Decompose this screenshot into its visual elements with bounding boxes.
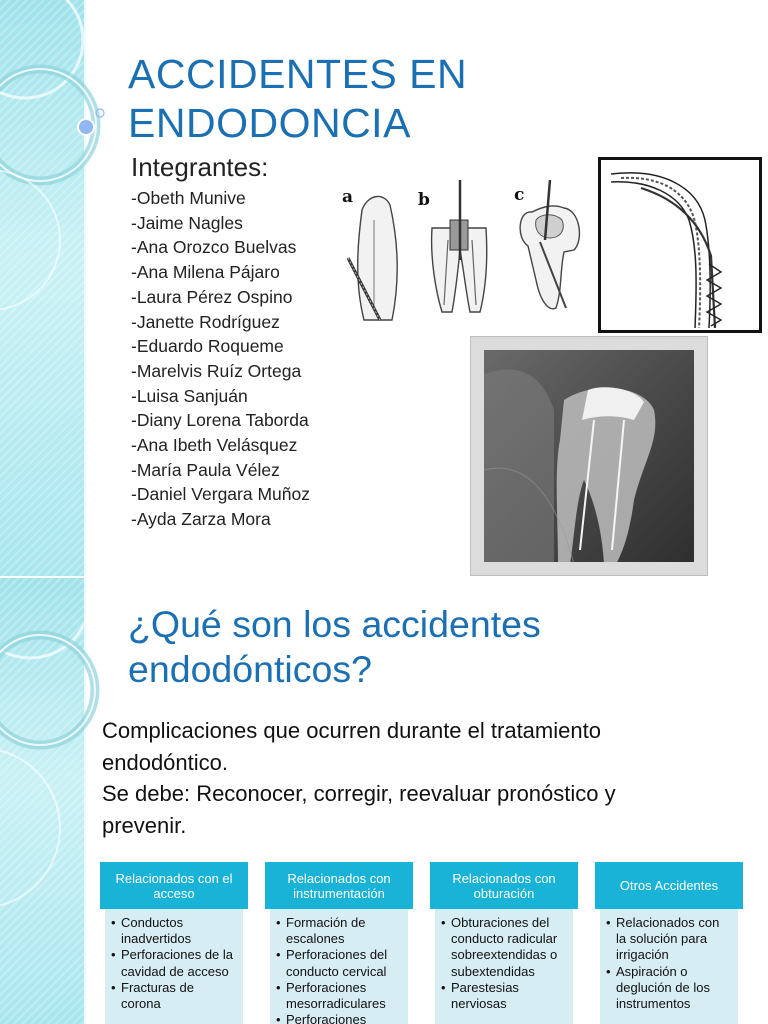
decorative-side-strip xyxy=(0,578,84,1024)
decorative-side-strip xyxy=(0,0,84,576)
category-item: • Perforaciones mesorradiculares xyxy=(276,980,402,1012)
slide-title-line-2: ENDODONCIA xyxy=(128,100,411,146)
member-item: -Janette Rodríguez xyxy=(131,311,280,332)
body-line: Se debe: Reconocer, corregir, reevaluar pronóstico y xyxy=(102,781,616,806)
category-content xyxy=(435,909,573,1024)
dental-radiograph-image xyxy=(470,336,708,576)
members-heading: Integrantes: xyxy=(131,152,269,182)
slide-title-line-2: endodónticos? xyxy=(128,648,372,690)
accident-categories xyxy=(100,862,745,1024)
member-item: -Ana Milena Pájaro xyxy=(131,262,280,283)
curved-file-illustration xyxy=(598,157,762,333)
category-content xyxy=(600,909,738,1024)
category-item: • Conductos inadvertidos xyxy=(111,915,237,947)
category-header: Otros Accidentes xyxy=(595,862,743,909)
member-item: -Marelvis Ruíz Ortega xyxy=(131,360,302,381)
category-header: Relacionados con instrumentación xyxy=(265,862,413,909)
body-line: Complicaciones que ocurren durante el tratamiento xyxy=(102,718,601,743)
member-item: -Jaime Nagles xyxy=(131,212,243,233)
category-item: • Parestesias nerviosas xyxy=(441,980,567,1012)
category-item: • Relacionados con la solución para irrigación xyxy=(606,915,732,964)
category-item: • Fracturas de corona xyxy=(111,980,237,1012)
category-item: • Perforaciones del conducto cervical xyxy=(276,947,402,979)
slide-title xyxy=(128,602,748,692)
slide-title xyxy=(128,50,548,148)
category-card-instrumentation xyxy=(265,862,413,1024)
slide-title-line-1: ¿Qué son los accidentes xyxy=(128,603,541,645)
member-item: -María Paula Vélez xyxy=(131,459,280,480)
member-item: -Eduardo Roqueme xyxy=(131,336,284,357)
category-card-other xyxy=(595,862,743,1024)
member-item: -Ana Orozco Buelvas xyxy=(131,237,297,258)
member-item: -Luisa Sanjuán xyxy=(131,385,248,406)
slide-2 xyxy=(0,578,768,1024)
members-list xyxy=(131,186,310,532)
category-item: • Perforaciones xyxy=(276,1012,402,1024)
category-header: Relacionados con obturación xyxy=(430,862,578,909)
category-card-obturation xyxy=(430,862,578,1024)
category-item: • Aspiración o deglución de los instrumentos xyxy=(606,964,732,1013)
member-item: -Daniel Vergara Muñoz xyxy=(131,484,310,505)
body-line: endodóntico. xyxy=(102,749,228,775)
figure-label-c: c xyxy=(514,185,525,205)
category-item: • Formación de escalones xyxy=(276,915,402,947)
tooth-illustration-abc xyxy=(340,180,600,330)
category-card-access xyxy=(100,862,248,1024)
category-item: • Perforaciones de la cavidad de acceso xyxy=(111,947,237,979)
member-item: -Ayda Zarza Mora xyxy=(131,509,271,530)
category-header: Relacionados con el acceso xyxy=(100,862,248,909)
member-item: -Laura Pérez Ospino xyxy=(131,286,293,307)
figure-label-b: b xyxy=(418,190,430,210)
member-item: -Ana Ibeth Velásquez xyxy=(131,435,298,456)
slide-title-line-1: ACCIDENTES EN xyxy=(128,51,468,97)
slide-body-text xyxy=(102,715,742,841)
side-strip-edge xyxy=(84,578,86,1024)
body-line: prevenir. xyxy=(102,812,187,838)
member-item: -Obeth Munive xyxy=(131,188,246,208)
category-content xyxy=(270,909,408,1024)
category-content xyxy=(105,909,243,1024)
member-item: -Diany Lorena Taborda xyxy=(131,410,309,431)
figure-label-a: a xyxy=(342,187,354,207)
side-strip-edge xyxy=(84,0,86,576)
category-item: • Obturaciones del conducto radicular sobreextendidas o subextendidas xyxy=(441,915,567,980)
